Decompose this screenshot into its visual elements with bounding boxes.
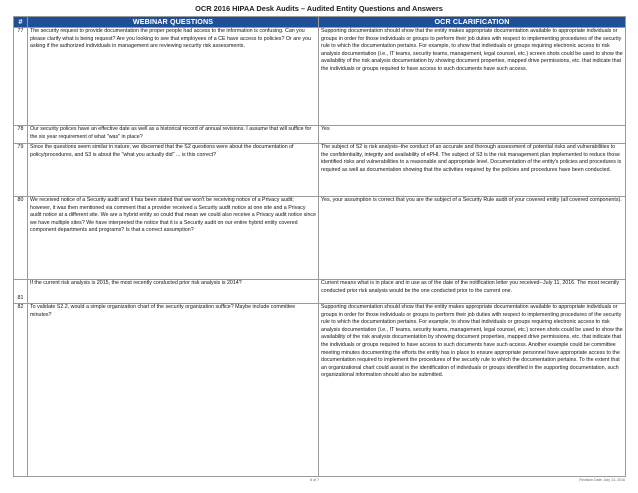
header-ocr-clarification: OCR CLARIFICATION [319,17,626,28]
answer-cell: Supporting documentation should show that the entity makes appropriate documentation available to appropriate individuals or groups in order for those individuals or groups to perform their job duties with respect to implementing procedures of the security rule to which the documentation pertains. For example, to show that individuals or groups requiring electronic access to risk analysis documentation (i.e., IT teams, security teams, management, legal counsel, etc.) screen shots could be used to show the availability of the risk analysis documentation by showing document properties, mapped drive permissions, etc. that indicate that the individuals or groups required to have access to such documents have such access. Another example could be committee meeting minutes documenting the efforts the entity has in place to ensure appropriate personnel have appropriate access to the documentation required to implement the procedures of the security rule to which the documentation pertains. To the extent that an organizational chart could assist in the identification of individuals or groups identified in the supporting documentation, such organizational information should also be submitted. [319,304,626,477]
answer-cell: Supporting documentation should show that the entity makes appropriate documentation available to appropriate individuals or groups in order for those individuals or groups to perform their job duties with respect to implementing procedures of the security rule to which the documentation pertains. For example, to show that individuals or groups requiring electronic access to risk analysis documentation (i.e., IT teams, security teams, management, legal counsel, etc.) screen shots could be used to show the availability of the risk analysis documentation by showing document properties, mapped drive permissions, etc. that indicate that the individuals or groups required to have access to such documents have such access. [319,28,626,126]
revision-date: Revision Date: July 13, 2016 [579,478,625,482]
document-title: OCR 2016 HIPAA Desk Audits – Audited Entity Questions and Answers [195,4,443,13]
question-cell: The security request to provide documentation the proper people had access to the information is confusing. Can you please clarify what is being request? Are you looking to see that employees of a CE have access to policies? Or are you asking if the authorized individuals in management are reviewing security risk assessments. [28,28,319,126]
answer-cell: Current means what is in place and in use as of the date of the notification letter you received--July 11, 2016. The most recently conducted prior risk analysis would be the one conducted prior to the current one. [319,280,626,304]
table-row [14,197,626,280]
question-cell: Since the questions seem similar in nature, we discerned that the S2 questions were about the documentation of policy/procedures, and S3 is about the "what you actually did" ... is this correct? [28,144,319,197]
qa-table [13,16,626,477]
table-row [14,144,626,197]
row-number: 78 [14,126,28,144]
answer-cell: The subject of S2 is risk analysis–the conduct of an accurate and thorough assessment of potential risks and vulnerabilities to the confidentiality, integrity and availability of ePHI. The subject of S3 is the risk management plan implemented to reduce those identified risks and vulnerabilities to a reasonable and appropriate level. Documentation of the entity's policies and procedures is required as well as documentation showing that the activities required by the policies and procedures have been conducted. [319,144,626,197]
page-number: 6 of 7 [310,478,319,482]
row-number: 80 [14,197,28,280]
table-header-row [14,17,626,28]
header-number: # [14,17,28,28]
answer-cell: Yes [319,126,626,144]
row-number: 81 [14,280,28,304]
question-cell: If the current risk analysis is 2015, the most recently conducted prior risk analysis is 2014? [28,280,319,304]
table-row [14,304,626,477]
question-cell: Our security polices have an effective date as well as a historical record of annual revisions. I assume that will suffice for the six year requirement of what "was" in place? [28,126,319,144]
answer-cell: Yes, your assumption is correct that you are the subject of a Security Rule audit of your covered entity (all covered components). [319,197,626,280]
row-number: 82 [14,304,28,477]
table-row [14,126,626,144]
question-cell: We received notice of a Security audit and it has been stated that we won't be receiving notice of a Privacy audit; however, it was then mentioned via comment that a provider received a Security audit notice at one site and a Privacy audit notice at a different site. We are a hybrid entity so could that mean we could also receive a Privacy audit notice since we have multiple sites? We have interpreted the notice that it is a Security audit on our entire hybrid entity covered component departments and programs? Is that a correct assumption? [28,197,319,280]
question-cell: To validate S2.2, would a simple organization chart of the security organization suffice? Maybe include committee minutes? [28,304,319,477]
table-row [14,280,626,304]
row-number: 77 [14,28,28,126]
row-number: 79 [14,144,28,197]
header-webinar-questions: WEBINAR QUESTIONS [28,17,319,28]
table-row [14,28,626,126]
